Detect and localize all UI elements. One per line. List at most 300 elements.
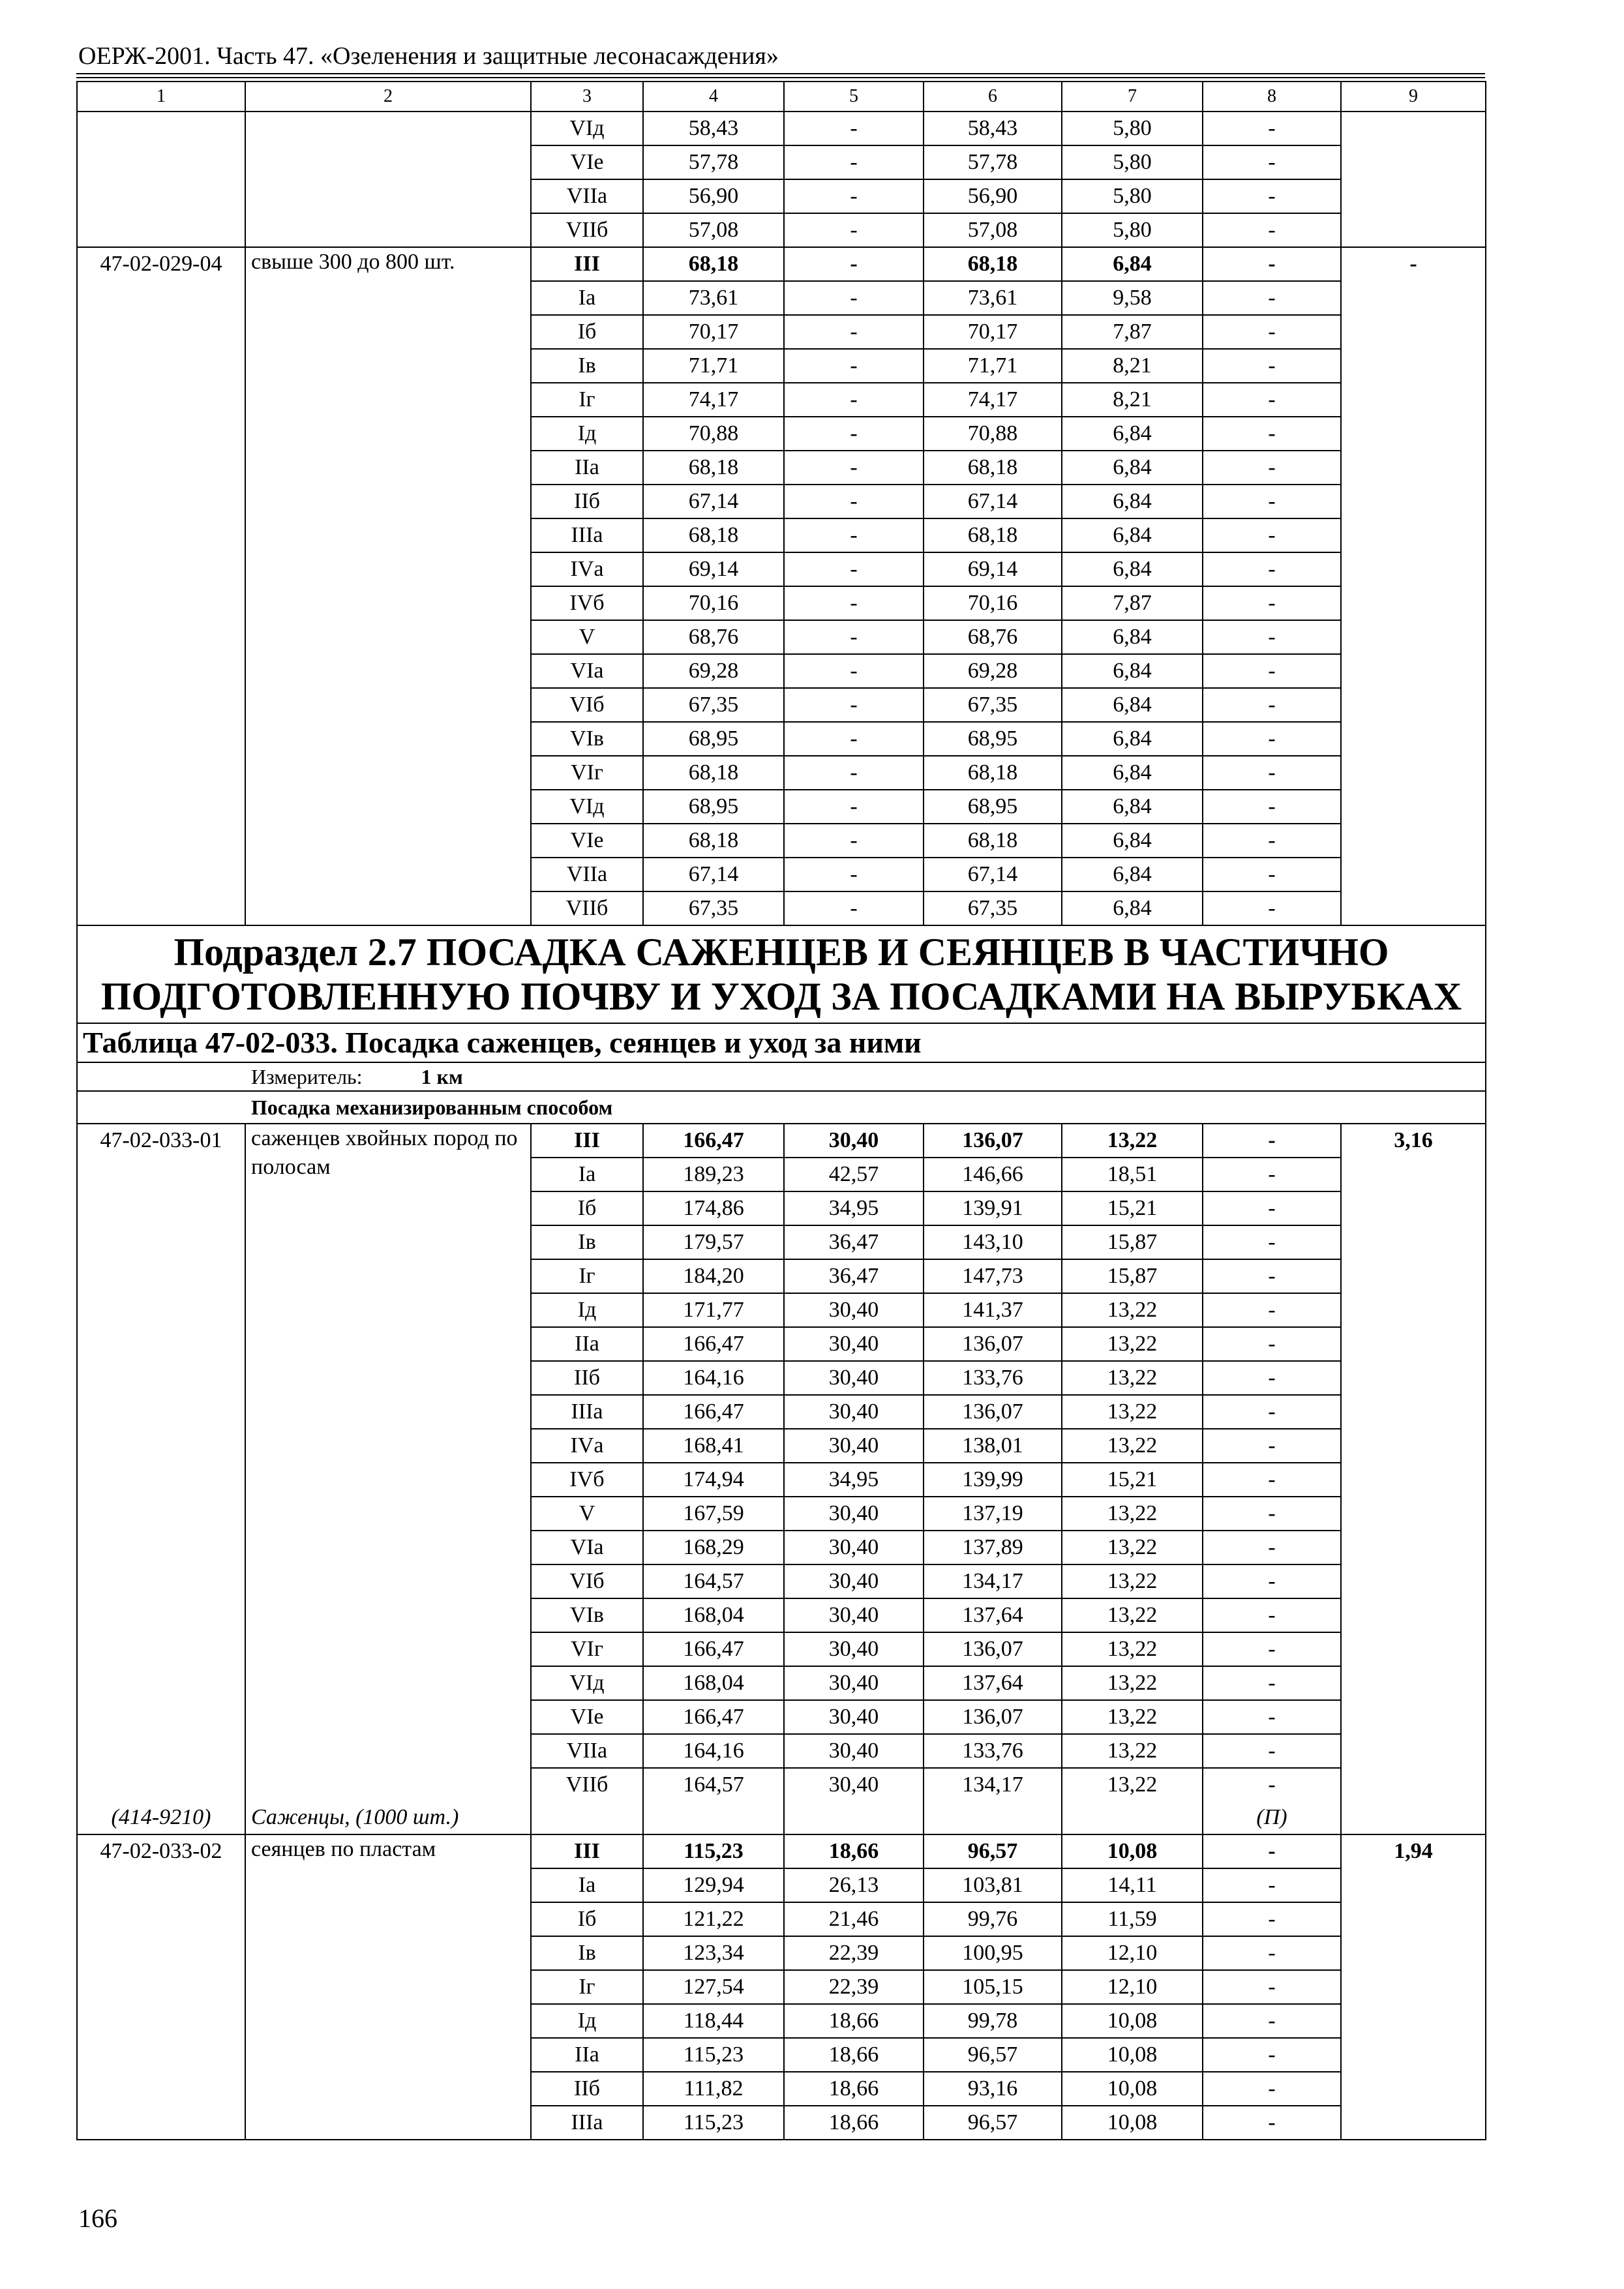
cell: 57,78 bbox=[924, 145, 1062, 179]
cell: 13,22 bbox=[1062, 1293, 1203, 1327]
cell: 174,86 bbox=[643, 1191, 784, 1225]
cell: - bbox=[1203, 1700, 1341, 1734]
cell: VIIб bbox=[531, 891, 643, 925]
cell: 30,40 bbox=[784, 1700, 924, 1734]
cell: - bbox=[784, 281, 924, 315]
cell: IIа bbox=[531, 451, 643, 485]
empty-cell bbox=[1062, 1801, 1203, 1834]
cell: 166,47 bbox=[643, 1700, 784, 1734]
cell: 67,14 bbox=[643, 485, 784, 518]
cell: Iа bbox=[531, 1868, 643, 1902]
cell: 136,07 bbox=[924, 1124, 1062, 1158]
cell: 133,76 bbox=[924, 1361, 1062, 1395]
material-code: (414-9210) bbox=[77, 1801, 245, 1834]
cell: 15,87 bbox=[1062, 1225, 1203, 1259]
cell: 69,14 bbox=[643, 552, 784, 586]
cell: - bbox=[784, 145, 924, 179]
cell: Iд bbox=[531, 417, 643, 451]
cell: - bbox=[784, 485, 924, 518]
cell: 10,08 bbox=[1062, 2072, 1203, 2106]
cell: 67,35 bbox=[924, 891, 1062, 925]
cell: 13,22 bbox=[1062, 1734, 1203, 1768]
cell: III bbox=[531, 1124, 643, 1158]
method-row bbox=[77, 1091, 1486, 1124]
cell: 5,80 bbox=[1062, 179, 1203, 213]
cell: VIд bbox=[531, 790, 643, 824]
cell: Iг bbox=[531, 383, 643, 417]
cell: 67,35 bbox=[924, 688, 1062, 722]
cell: 136,07 bbox=[924, 1327, 1062, 1361]
subsection-title bbox=[77, 925, 1486, 1023]
cell: 12,10 bbox=[1062, 1970, 1203, 2004]
cell: 15,87 bbox=[1062, 1259, 1203, 1293]
page-number: 166 bbox=[78, 2204, 117, 2233]
cell: - bbox=[1203, 112, 1341, 145]
cell: 129,94 bbox=[643, 1868, 784, 1902]
cell: Iв bbox=[531, 1936, 643, 1970]
cell: 30,40 bbox=[784, 1734, 924, 1768]
cell: IIб bbox=[531, 2072, 643, 2106]
cell: IIа bbox=[531, 1327, 643, 1361]
cell: 74,17 bbox=[643, 383, 784, 417]
cell: - bbox=[1203, 1191, 1341, 1225]
cell: 68,95 bbox=[643, 790, 784, 824]
cell: 69,28 bbox=[643, 654, 784, 688]
cell: 30,40 bbox=[784, 1632, 924, 1666]
cell: 11,59 bbox=[1062, 1902, 1203, 1936]
cell: 18,66 bbox=[784, 2072, 924, 2106]
cell: VIе bbox=[531, 824, 643, 858]
cell: - bbox=[1203, 179, 1341, 213]
cell: - bbox=[784, 654, 924, 688]
cell: - bbox=[784, 315, 924, 349]
measure-row bbox=[77, 1062, 1486, 1091]
cell: 139,91 bbox=[924, 1191, 1062, 1225]
cell: - bbox=[784, 518, 924, 552]
cell: VIг bbox=[531, 756, 643, 790]
cell: 115,23 bbox=[643, 1834, 784, 1868]
col9-value: 1,94 bbox=[1341, 1834, 1486, 2140]
cell: VIа bbox=[531, 654, 643, 688]
cell: 30,40 bbox=[784, 1395, 924, 1429]
cell: 68,76 bbox=[643, 620, 784, 654]
cell: - bbox=[1203, 2072, 1341, 2106]
col-number: 3 bbox=[531, 82, 643, 112]
cell: 146,66 bbox=[924, 1158, 1062, 1191]
cell: VIб bbox=[531, 1564, 643, 1598]
cell: 74,17 bbox=[924, 383, 1062, 417]
cell: 68,18 bbox=[643, 756, 784, 790]
cell: 137,64 bbox=[924, 1666, 1062, 1700]
cell: VIд bbox=[531, 112, 643, 145]
rate-code: 47-02-033-01 bbox=[77, 1124, 245, 1801]
cell: 67,14 bbox=[924, 485, 1062, 518]
cell: - bbox=[1203, 1158, 1341, 1191]
cell: IIIа bbox=[531, 518, 643, 552]
cell: 34,95 bbox=[784, 1463, 924, 1497]
material-qty: (П) bbox=[1203, 1801, 1341, 1834]
cell: 96,57 bbox=[924, 1834, 1062, 1868]
cell: - bbox=[1203, 1868, 1341, 1902]
cell: - bbox=[1203, 891, 1341, 925]
header-rule-double bbox=[76, 77, 1485, 78]
cell: - bbox=[1203, 2004, 1341, 2038]
cell: - bbox=[784, 349, 924, 383]
col-number: 4 bbox=[643, 82, 784, 112]
cell: 164,57 bbox=[643, 1768, 784, 1801]
cell: - bbox=[784, 586, 924, 620]
cell: 56,90 bbox=[924, 179, 1062, 213]
cell: 13,22 bbox=[1062, 1531, 1203, 1564]
cell: 6,84 bbox=[1062, 247, 1203, 281]
cell: 13,22 bbox=[1062, 1700, 1203, 1734]
cell: - bbox=[1203, 1768, 1341, 1801]
cell: 21,46 bbox=[784, 1902, 924, 1936]
cell: 103,81 bbox=[924, 1868, 1062, 1902]
cell: 69,14 bbox=[924, 552, 1062, 586]
cell: - bbox=[784, 756, 924, 790]
cell: Iб bbox=[531, 1191, 643, 1225]
cell: IVб bbox=[531, 1463, 643, 1497]
cell: - bbox=[1203, 1902, 1341, 1936]
cell: 7,87 bbox=[1062, 315, 1203, 349]
cell: 99,76 bbox=[924, 1902, 1062, 1936]
cell: 99,78 bbox=[924, 2004, 1062, 2038]
cell: 70,88 bbox=[924, 417, 1062, 451]
cell: - bbox=[1203, 383, 1341, 417]
cell: 30,40 bbox=[784, 1497, 924, 1531]
cell: - bbox=[1203, 1361, 1341, 1395]
cell: VIIа bbox=[531, 1734, 643, 1768]
cell: 115,23 bbox=[643, 2106, 784, 2140]
cell: IIб bbox=[531, 485, 643, 518]
cell: 68,76 bbox=[924, 620, 1062, 654]
cell: 70,17 bbox=[924, 315, 1062, 349]
material-name: Саженцы, (1000 шт.) bbox=[245, 1801, 531, 1834]
cell: 13,22 bbox=[1062, 1497, 1203, 1531]
cell: 13,22 bbox=[1062, 1632, 1203, 1666]
col9-value bbox=[1341, 112, 1486, 247]
cell: - bbox=[784, 790, 924, 824]
cell: Iг bbox=[531, 1259, 643, 1293]
cell: - bbox=[1203, 824, 1341, 858]
cell: - bbox=[1203, 1564, 1341, 1598]
cell: 168,29 bbox=[643, 1531, 784, 1564]
cell: - bbox=[1203, 1259, 1341, 1293]
cell: 57,08 bbox=[643, 213, 784, 247]
cell: VIб bbox=[531, 688, 643, 722]
cell: 26,13 bbox=[784, 1868, 924, 1902]
table-row bbox=[77, 247, 1486, 281]
cell: 10,08 bbox=[1062, 1834, 1203, 1868]
cell: - bbox=[1203, 451, 1341, 485]
cell: 71,71 bbox=[924, 349, 1062, 383]
cell: Iа bbox=[531, 1158, 643, 1191]
cell: 68,18 bbox=[924, 518, 1062, 552]
cell: VIIб bbox=[531, 1768, 643, 1801]
cell: 7,87 bbox=[1062, 586, 1203, 620]
cell: 67,35 bbox=[643, 891, 784, 925]
measure-value: 1 км bbox=[421, 1065, 463, 1088]
cell: - bbox=[1203, 349, 1341, 383]
cell: - bbox=[1203, 1632, 1341, 1666]
empty-cell bbox=[784, 1801, 924, 1834]
cell: 13,22 bbox=[1062, 1124, 1203, 1158]
cell: 141,37 bbox=[924, 1293, 1062, 1327]
cell: 143,10 bbox=[924, 1225, 1062, 1259]
cell: 93,16 bbox=[924, 2072, 1062, 2106]
rate-description bbox=[245, 247, 531, 925]
cell: 5,80 bbox=[1062, 213, 1203, 247]
cell: 189,23 bbox=[643, 1158, 784, 1191]
table-row bbox=[77, 1834, 1486, 1868]
cell: 5,80 bbox=[1062, 112, 1203, 145]
cell: 136,07 bbox=[924, 1632, 1062, 1666]
cell: 164,16 bbox=[643, 1361, 784, 1395]
cell: - bbox=[1203, 1463, 1341, 1497]
cell: 30,40 bbox=[784, 1531, 924, 1564]
cell: 136,07 bbox=[924, 1700, 1062, 1734]
cell: 13,22 bbox=[1062, 1429, 1203, 1463]
cell: 118,44 bbox=[643, 2004, 784, 2038]
cell: Iв bbox=[531, 349, 643, 383]
cell: 73,61 bbox=[643, 281, 784, 315]
col-number: 1 bbox=[77, 82, 245, 112]
cell: IVа bbox=[531, 552, 643, 586]
cell: 8,21 bbox=[1062, 383, 1203, 417]
cell: VIIа bbox=[531, 858, 643, 891]
cell: - bbox=[784, 552, 924, 586]
cell: - bbox=[1203, 1395, 1341, 1429]
cell: - bbox=[784, 620, 924, 654]
cell: - bbox=[1203, 2038, 1341, 2072]
cell: - bbox=[1203, 858, 1341, 891]
rates-table bbox=[76, 81, 1486, 2140]
cell: 30,40 bbox=[784, 1429, 924, 1463]
cell: - bbox=[1203, 688, 1341, 722]
cell: 6,84 bbox=[1062, 552, 1203, 586]
cell: VIIб bbox=[531, 213, 643, 247]
col9-value: 3,16 bbox=[1341, 1124, 1486, 1801]
rate-code: 47-02-033-02 bbox=[77, 1834, 245, 2140]
cell: 68,18 bbox=[643, 824, 784, 858]
cell: 137,19 bbox=[924, 1497, 1062, 1531]
cell: 30,40 bbox=[784, 1666, 924, 1700]
cell: IIа bbox=[531, 2038, 643, 2072]
cell: 30,40 bbox=[784, 1361, 924, 1395]
cell: 13,22 bbox=[1062, 1598, 1203, 1632]
table-row bbox=[77, 112, 1486, 145]
rate-description-text: саженцев хвойных пород по полосам bbox=[251, 1126, 518, 1179]
cell: IVа bbox=[531, 1429, 643, 1463]
cell: 166,47 bbox=[643, 1395, 784, 1429]
cell: 68,18 bbox=[643, 518, 784, 552]
cell: 6,84 bbox=[1062, 858, 1203, 891]
cell: 68,18 bbox=[643, 247, 784, 281]
col9-value: - bbox=[1341, 247, 1486, 925]
cell: 6,84 bbox=[1062, 654, 1203, 688]
cell: 6,84 bbox=[1062, 688, 1203, 722]
cell: - bbox=[1203, 247, 1341, 281]
cell: - bbox=[1203, 417, 1341, 451]
cell: 30,40 bbox=[784, 1327, 924, 1361]
cell: - bbox=[1203, 1225, 1341, 1259]
cell: 18,66 bbox=[784, 1834, 924, 1868]
header-rule bbox=[76, 73, 1485, 74]
cell: 184,20 bbox=[643, 1259, 784, 1293]
cell: 36,47 bbox=[784, 1259, 924, 1293]
cell: 13,22 bbox=[1062, 1327, 1203, 1361]
cell: 136,07 bbox=[924, 1395, 1062, 1429]
cell: 68,95 bbox=[643, 722, 784, 756]
cell: 134,17 bbox=[924, 1564, 1062, 1598]
cell: 18,66 bbox=[784, 2106, 924, 2140]
cell: - bbox=[1203, 315, 1341, 349]
cell: IIIа bbox=[531, 1395, 643, 1429]
cell: - bbox=[1203, 790, 1341, 824]
empty-cell bbox=[531, 1801, 643, 1834]
cell: - bbox=[1203, 1293, 1341, 1327]
cell: 15,21 bbox=[1062, 1191, 1203, 1225]
cell: 6,84 bbox=[1062, 824, 1203, 858]
col-number: 5 bbox=[784, 82, 924, 112]
cell: IVб bbox=[531, 586, 643, 620]
cell: V bbox=[531, 620, 643, 654]
cell: 138,01 bbox=[924, 1429, 1062, 1463]
cell: 30,40 bbox=[784, 1564, 924, 1598]
cell: 18,66 bbox=[784, 2038, 924, 2072]
measure-label: Измеритель: bbox=[251, 1065, 363, 1088]
cell: - bbox=[1203, 1598, 1341, 1632]
rate-description-text: сеянцев по пластам bbox=[251, 1837, 436, 1861]
cell: VIа bbox=[531, 1531, 643, 1564]
cell: 115,23 bbox=[643, 2038, 784, 2072]
cell: Iб bbox=[531, 315, 643, 349]
table-title: Таблица 47-02-033. Посадка саженцев, сеянцев и уход за ними bbox=[77, 1023, 1486, 1062]
cell: VIIа bbox=[531, 179, 643, 213]
cell: 68,18 bbox=[643, 451, 784, 485]
cell: 127,54 bbox=[643, 1970, 784, 2004]
cell: 133,76 bbox=[924, 1734, 1062, 1768]
measure bbox=[77, 1062, 1486, 1091]
cell: 68,95 bbox=[924, 722, 1062, 756]
cell: 6,84 bbox=[1062, 620, 1203, 654]
cell: - bbox=[784, 824, 924, 858]
cell: 6,84 bbox=[1062, 518, 1203, 552]
cell: 30,40 bbox=[784, 1768, 924, 1801]
cell: 179,57 bbox=[643, 1225, 784, 1259]
cell: - bbox=[784, 891, 924, 925]
cell: - bbox=[784, 858, 924, 891]
cell: 174,94 bbox=[643, 1463, 784, 1497]
rate-description-text: свыше 300 до 800 шт. bbox=[251, 250, 455, 274]
cell: 134,17 bbox=[924, 1768, 1062, 1801]
cell: - bbox=[1203, 1327, 1341, 1361]
cell: 56,90 bbox=[643, 179, 784, 213]
cell: 9,58 bbox=[1062, 281, 1203, 315]
cell: - bbox=[1203, 620, 1341, 654]
cell: 42,57 bbox=[784, 1158, 924, 1191]
cell: 96,57 bbox=[924, 2038, 1062, 2072]
cell: Iб bbox=[531, 1902, 643, 1936]
cell: VIе bbox=[531, 145, 643, 179]
cell: - bbox=[784, 213, 924, 247]
cell: - bbox=[1203, 756, 1341, 790]
cell: 71,71 bbox=[643, 349, 784, 383]
material-row bbox=[77, 1801, 1486, 1834]
cell: 69,28 bbox=[924, 654, 1062, 688]
cell: Iв bbox=[531, 1225, 643, 1259]
cell: VIв bbox=[531, 1598, 643, 1632]
cell: 123,34 bbox=[643, 1936, 784, 1970]
cell: 70,88 bbox=[643, 417, 784, 451]
cell: 70,17 bbox=[643, 315, 784, 349]
cell: 6,84 bbox=[1062, 417, 1203, 451]
cell: 137,89 bbox=[924, 1531, 1062, 1564]
cell: 30,40 bbox=[784, 1124, 924, 1158]
cell: - bbox=[1203, 1124, 1341, 1158]
cell: 58,43 bbox=[924, 112, 1062, 145]
cell: 147,73 bbox=[924, 1259, 1062, 1293]
cell: - bbox=[784, 383, 924, 417]
cell: 22,39 bbox=[784, 1936, 924, 1970]
empty-cell bbox=[643, 1801, 784, 1834]
cell: 164,16 bbox=[643, 1734, 784, 1768]
cell: 30,40 bbox=[784, 1598, 924, 1632]
cell: VIд bbox=[531, 1666, 643, 1700]
cell: Iг bbox=[531, 1970, 643, 2004]
cell: 167,59 bbox=[643, 1497, 784, 1531]
cell: 171,77 bbox=[643, 1293, 784, 1327]
cell: III bbox=[531, 247, 643, 281]
cell: 6,84 bbox=[1062, 722, 1203, 756]
subsection-row bbox=[77, 925, 1486, 1023]
cell: IIIа bbox=[531, 2106, 643, 2140]
cell: 121,22 bbox=[643, 1902, 784, 1936]
rate-description bbox=[245, 1834, 531, 2140]
cell: - bbox=[1203, 1497, 1341, 1531]
cell: - bbox=[1203, 145, 1341, 179]
cell: 68,18 bbox=[924, 451, 1062, 485]
cell: 10,08 bbox=[1062, 2038, 1203, 2072]
cell: - bbox=[1203, 1834, 1341, 1868]
cell: 166,47 bbox=[643, 1124, 784, 1158]
cell: 166,47 bbox=[643, 1327, 784, 1361]
cell: 14,11 bbox=[1062, 1868, 1203, 1902]
cell: Iа bbox=[531, 281, 643, 315]
cell: - bbox=[1203, 1429, 1341, 1463]
cell: - bbox=[1203, 518, 1341, 552]
cell: 13,22 bbox=[1062, 1564, 1203, 1598]
cell: 67,14 bbox=[643, 858, 784, 891]
cell: 57,78 bbox=[643, 145, 784, 179]
cell: - bbox=[784, 112, 924, 145]
cell: - bbox=[784, 688, 924, 722]
cell: 30,40 bbox=[784, 1293, 924, 1327]
cell: - bbox=[1203, 2106, 1341, 2140]
cell: 139,99 bbox=[924, 1463, 1062, 1497]
cell: 57,08 bbox=[924, 213, 1062, 247]
cell: 6,84 bbox=[1062, 891, 1203, 925]
col-number: 7 bbox=[1062, 82, 1203, 112]
subsection-line1: Подраздел 2.7 ПОСАДКА САЖЕНЦЕВ И СЕЯНЦЕВ В ЧАСТИЧНО bbox=[173, 931, 1389, 974]
cell: 68,18 bbox=[924, 756, 1062, 790]
cell: 13,22 bbox=[1062, 1361, 1203, 1395]
cell: 13,22 bbox=[1062, 1768, 1203, 1801]
rate-code bbox=[77, 112, 245, 247]
cell: - bbox=[784, 451, 924, 485]
cell: - bbox=[1203, 722, 1341, 756]
